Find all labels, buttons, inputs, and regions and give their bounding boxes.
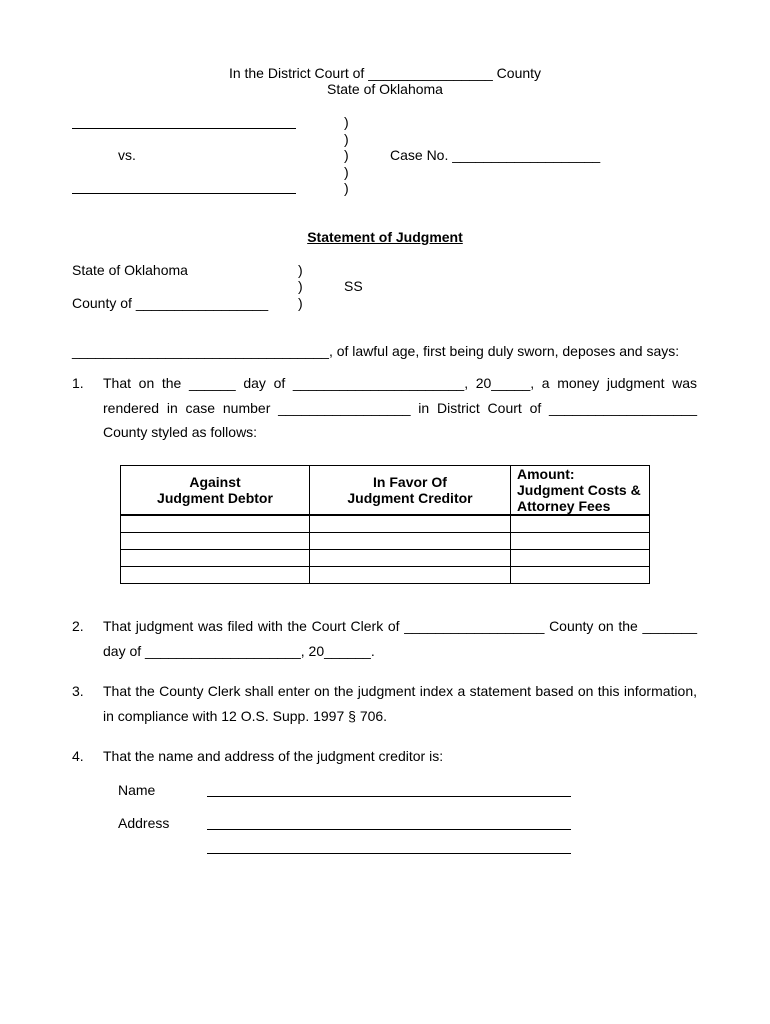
table-cell[interactable] — [121, 550, 310, 567]
col-against-header: Against Judgment Debtor — [121, 466, 310, 516]
item-1-number: 1. — [72, 375, 84, 391]
item-4-number: 4. — [72, 748, 84, 764]
affiant-statement[interactable]: _________________________________, of lawful age, first being duly sworn, deposes and says: — [72, 343, 680, 359]
caption-paren: ) — [344, 147, 349, 163]
table-cell[interactable] — [121, 515, 310, 533]
venue-paren: ) — [298, 295, 303, 311]
venue-county[interactable]: County of _________________ — [72, 295, 269, 311]
plaintiff-line[interactable] — [72, 128, 296, 129]
table-cell[interactable] — [121, 567, 310, 584]
case-number-field[interactable]: Case No. ___________________ — [390, 147, 601, 163]
table-row — [121, 550, 650, 567]
venue-state: State of Oklahoma — [72, 262, 188, 278]
table-row — [121, 515, 650, 533]
table-cell[interactable] — [310, 533, 511, 550]
table-cell[interactable] — [511, 533, 650, 550]
col-amount-header: Amount: Judgment Costs & Attorney Fees — [511, 466, 650, 516]
table-cell[interactable] — [310, 567, 511, 584]
creditor-address-label: Address — [118, 815, 170, 831]
item-2-text[interactable]: That judgment was filed with the Court Clerk of __________________ County on the _______ day of ____________________, 20______. — [103, 618, 697, 659]
table-cell[interactable] — [511, 567, 650, 584]
court-heading: In the District Court of ________________ County — [228, 65, 542, 81]
table-cell[interactable] — [511, 550, 650, 567]
judgment-table — [120, 465, 650, 584]
caption-paren: ) — [344, 164, 349, 180]
creditor-address-line-1[interactable] — [207, 829, 571, 830]
document-title: Statement of Judgment — [307, 229, 463, 245]
creditor-name-label: Name — [118, 782, 156, 798]
creditor-name-line[interactable] — [207, 796, 571, 797]
state-heading: State of Oklahoma — [327, 81, 443, 97]
table-row — [121, 533, 650, 550]
caption-paren: ) — [344, 114, 349, 130]
ss-label: SS — [344, 278, 363, 294]
table-cell[interactable] — [121, 533, 310, 550]
vs-label: vs. — [118, 147, 136, 163]
item-1-text[interactable]: That on the ______ day of ______________________, 20_____, a money judgment was rendered in case number _________________ in District Court of ___________________ County styled as follows: — [103, 375, 697, 440]
table-row — [121, 567, 650, 584]
table-header-row — [121, 466, 650, 516]
col-in-favor-header: In Favor Of Judgment Creditor — [310, 466, 511, 516]
item-4-text: That the name and address of the judgment creditor is: — [103, 748, 444, 764]
table-cell[interactable] — [310, 550, 511, 567]
item-3-text: That the County Clerk shall enter on the judgment index a statement based on this information, in compliance with 12 O.S. Supp. 1997 § 706. — [103, 683, 697, 724]
table-cell[interactable] — [511, 515, 650, 533]
table-cell[interactable] — [310, 515, 511, 533]
caption-paren: ) — [344, 131, 349, 147]
caption-paren: ) — [344, 180, 349, 196]
venue-paren: ) — [298, 262, 303, 278]
item-3-number: 3. — [72, 683, 84, 699]
venue-paren: ) — [298, 278, 303, 294]
item-2-number: 2. — [72, 618, 84, 634]
creditor-address-line-2[interactable] — [207, 853, 571, 854]
defendant-line[interactable] — [72, 193, 296, 194]
